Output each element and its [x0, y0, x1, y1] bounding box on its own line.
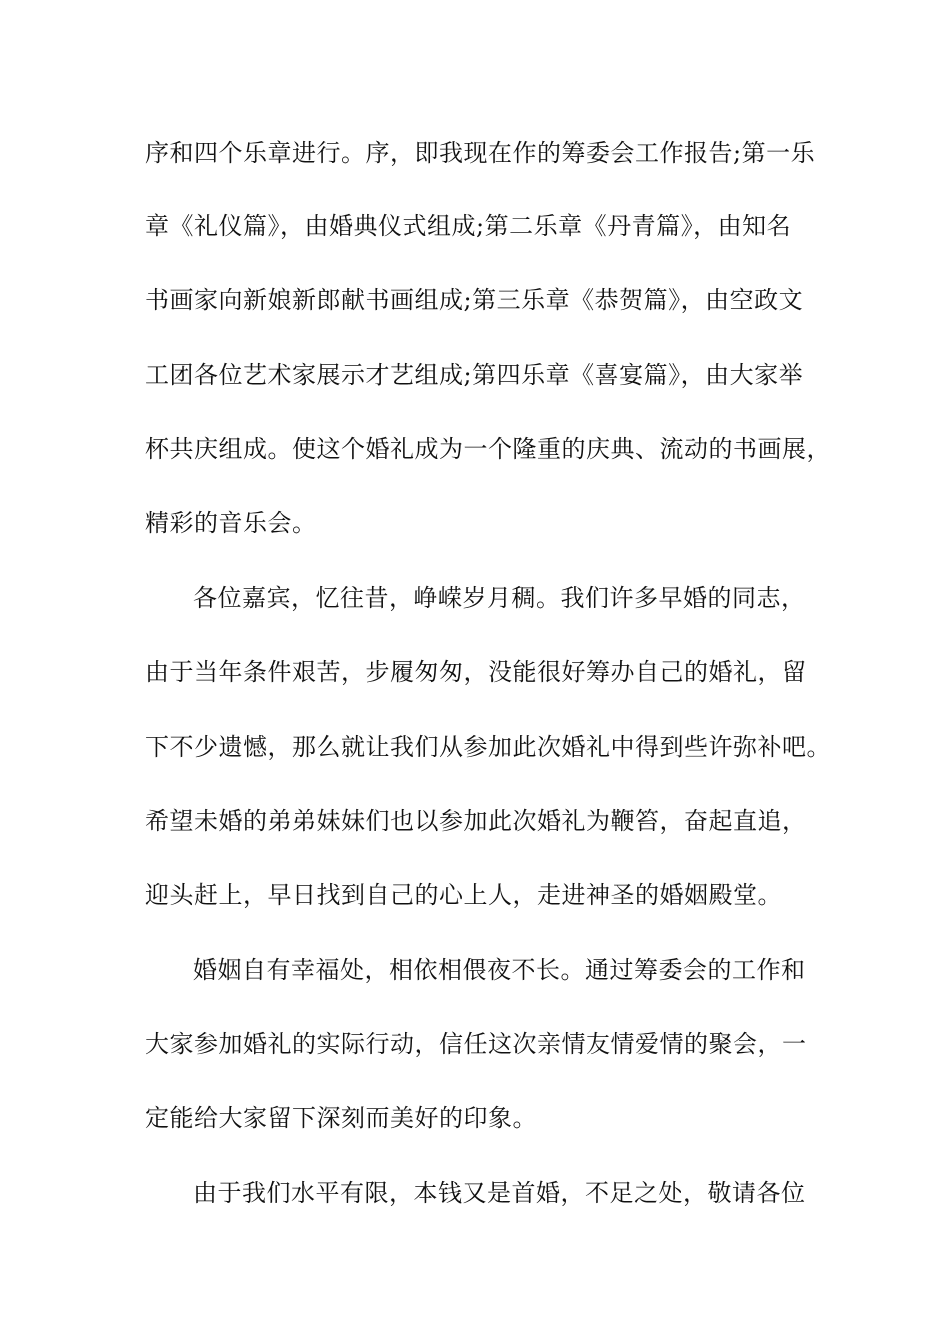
paragraph-1-line-3: 书画家向新娘新郎献书画组成;第三乐章《恭贺篇》，由空政文	[145, 286, 804, 314]
paragraph-2-line-3: 下不少遗憾，那么就让我们从参加此次婚礼中得到些许弥补吧。	[145, 733, 831, 761]
paragraph-2-line-2: 由于当年条件艰苦，步履匆匆，没能很好筹办自己的婚礼，留	[145, 658, 807, 686]
paragraph-4-line-1: 由于我们水平有限，本钱又是首婚，不足之处，敬请各位	[193, 1179, 806, 1207]
paragraph-1-line-5: 杯共庆组成。使这个婚礼成为一个隆重的庆典、流动的书画展，	[145, 435, 831, 463]
paragraph-2-line-5: 迎头赶上，早日找到自己的心上人，走进神圣的婚姻殿堂。	[145, 881, 782, 909]
paragraph-3-line-1: 婚姻自有幸福处，相依相偎夜不长。通过筹委会的工作和	[193, 956, 806, 984]
paragraph-2-line-1: 各位嘉宾，忆往昔，峥嵘岁月稠。我们许多早婚的同志，	[193, 584, 806, 612]
paragraph-1-line-2: 章《礼仪篇》，由婚典仪式组成;第二乐章《丹青篇》，由知名	[145, 212, 792, 240]
paragraph-2-line-4: 希望未婚的弟弟妹妹们也以参加此次婚礼为鞭笞，奋起直追，	[145, 807, 807, 835]
paragraph-3-line-2: 大家参加婚礼的实际行动，信任这次亲情友情爱情的聚会，一	[145, 1030, 807, 1058]
paragraph-3-line-3: 定能给大家留下深刻而美好的印象。	[145, 1104, 537, 1132]
paragraph-1-line-1: 序和四个乐章进行。序，即我现在作的筹委会工作报告;第一乐	[145, 139, 816, 167]
paragraph-1-line-4: 工团各位艺术家展示才艺组成;第四乐章《喜宴篇》，由大家举	[145, 361, 804, 389]
paragraph-1-line-6: 精彩的音乐会。	[145, 509, 317, 537]
